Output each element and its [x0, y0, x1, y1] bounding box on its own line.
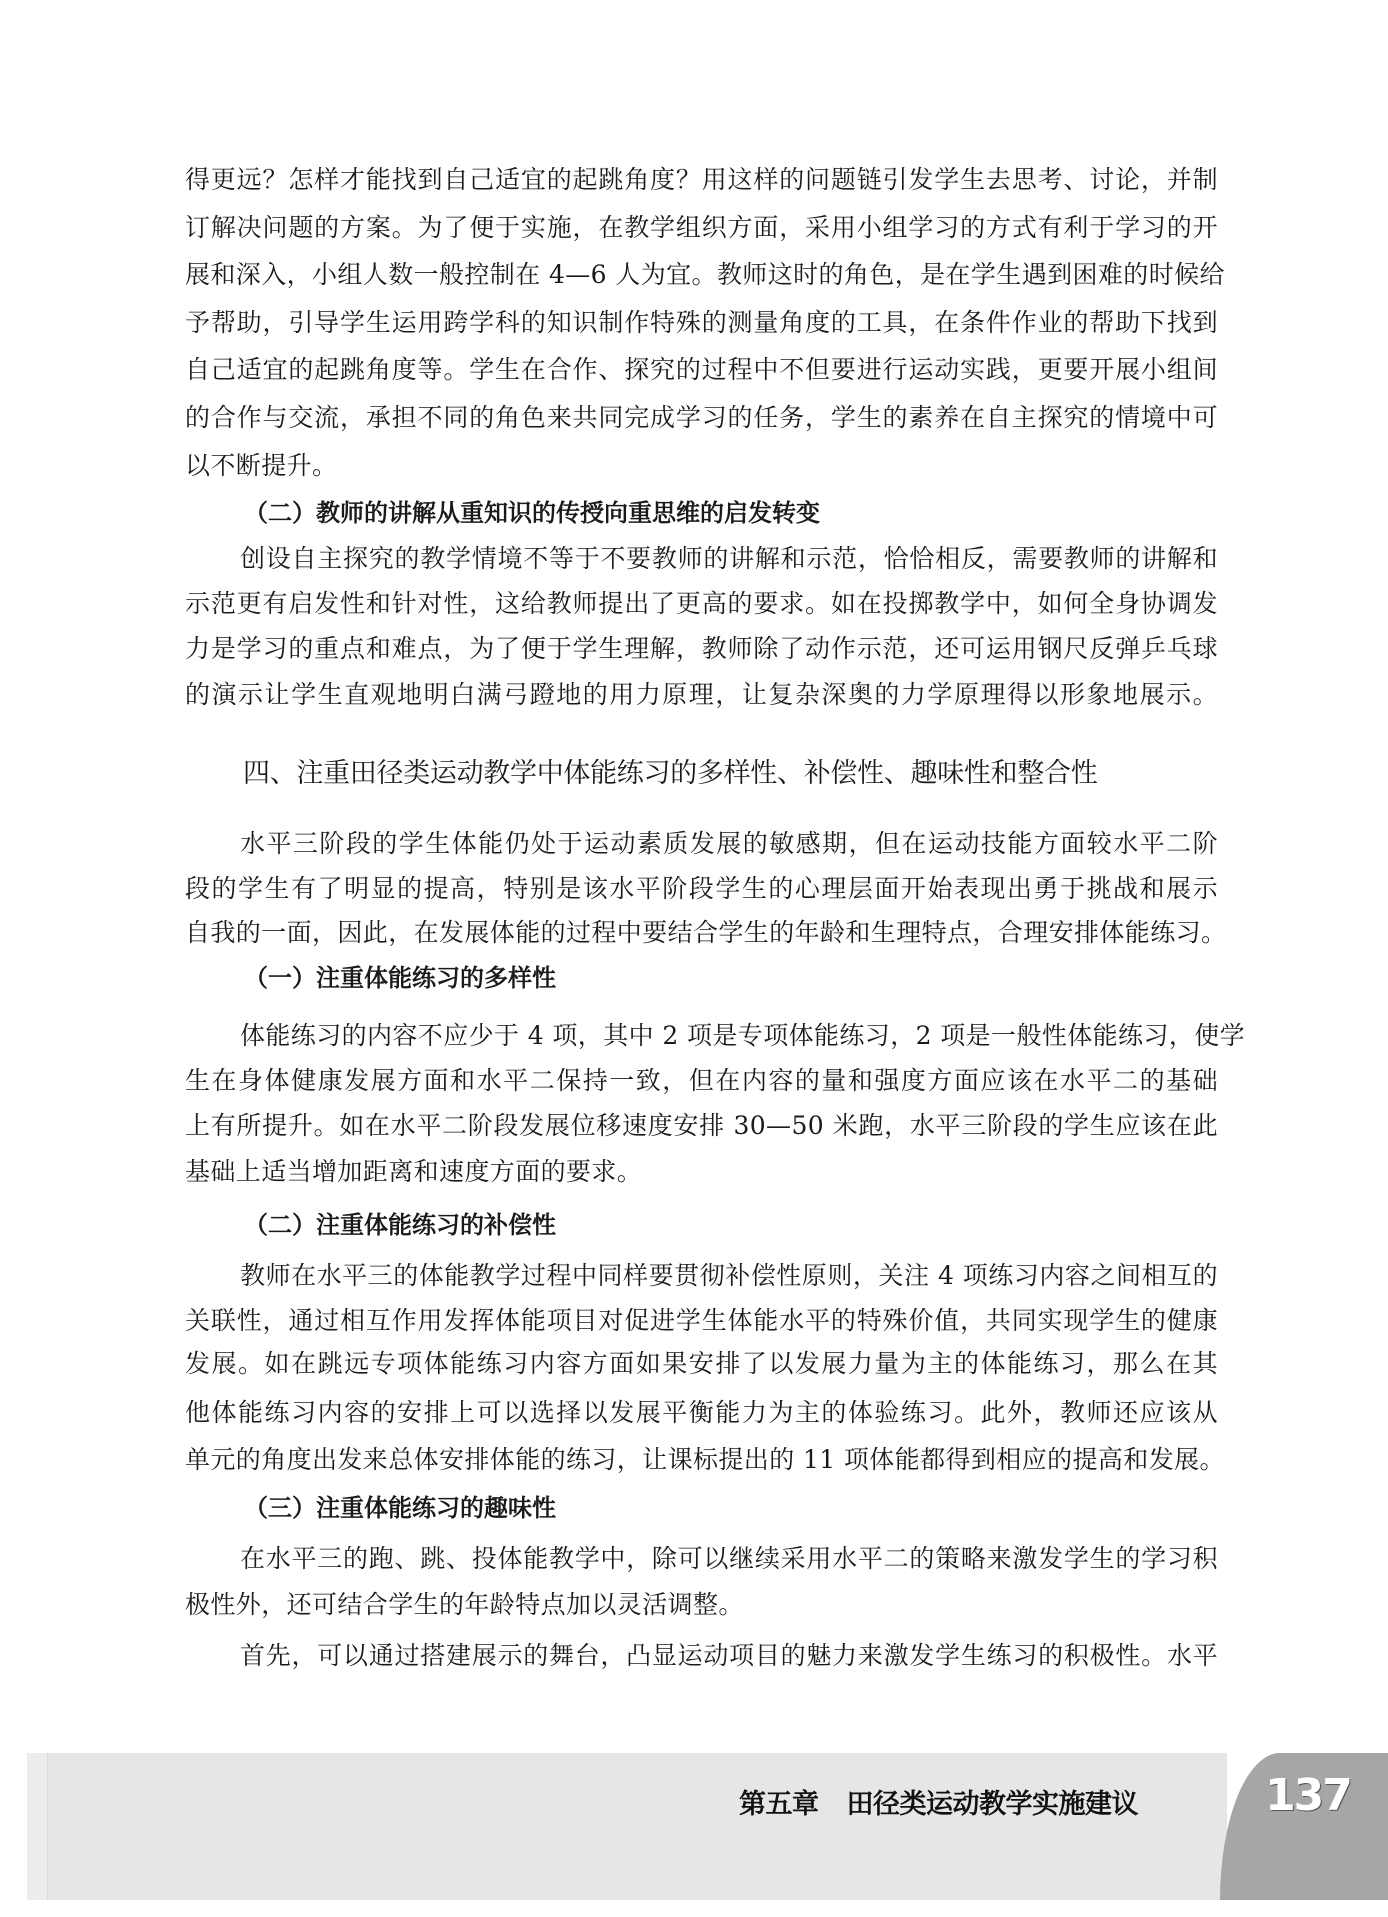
text-line: 示范更有启发性和针对性，这给教师提出了更高的要求。如在投掷教学中，如何全身协调发: [185, 589, 1218, 618]
text-line: 水平三阶段的学生体能仍处于运动素质发展的敏感期，但在运动技能方面较水平二阶: [240, 829, 1218, 858]
text-line: 自己适宜的起跳角度等。学生在合作、探究的过程中不但要进行运动实践，更要开展小组间: [185, 355, 1218, 384]
subheading: （三）注重体能练习的趣味性: [244, 1493, 556, 1522]
text-line: 在水平三的跑、跳、投体能教学中，除可以继续采用水平二的策略来激发学生的学习积: [240, 1544, 1218, 1573]
text-line: 段的学生有了明显的提高，特别是该水平阶段学生的心理层面开始表现出勇于挑战和展示: [185, 874, 1218, 903]
text-line: 以不断提升。: [185, 451, 338, 480]
text-line: 单元的角度出发来总体安排体能的练习，让课标提出的 11 项体能都得到相应的提高和发展。: [185, 1445, 1225, 1474]
text-line: 上有所提升。如在水平二阶段发展位移速度安排 30—50 米跑，水平三阶段的学生应该在此: [185, 1111, 1218, 1140]
footer-band-edge: [27, 1753, 48, 1900]
text-line: 力是学习的重点和难点，为了便于学生理解，教师除了动作示范，还可运用钢尺反弹乒乓球: [185, 634, 1218, 663]
page-number: 137: [1265, 1770, 1351, 1821]
text-line: 基础上适当增加距离和速度方面的要求。: [185, 1157, 643, 1186]
chapter-number: 第五章: [739, 1789, 819, 1820]
section-heading: 四、注重田径类运动教学中体能练习的多样性、补偿性、趣味性和整合性: [243, 758, 1098, 789]
text-line: 订解决问题的方案。为了便于实施，在教学组织方面，采用小组学习的方式有利于学习的开: [185, 213, 1218, 242]
text-line: 展和深入，小组人数一般控制在 4—6 人为宜。教师这时的角色，是在学生遇到困难的时候给: [185, 260, 1225, 289]
text-line: 极性外，还可结合学生的年龄特点加以灵活调整。: [185, 1590, 744, 1619]
text-line: 得更远？怎样才能找到自己适宜的起跳角度？用这样的问题链引发学生去思考、讨论，并制: [185, 165, 1218, 194]
text-line: 他体能练习内容的安排上可以选择以发展平衡能力为主的体验练习。此外，教师还应该从: [185, 1398, 1218, 1427]
text-line: 自我的一面，因此，在发展体能的过程中要结合学生的年龄和生理特点，合理安排体能练习。: [185, 918, 1227, 947]
chapter-title: 田径类运动教学实施建议: [846, 1789, 1138, 1820]
text-line: 予帮助，引导学生运用跨学科的知识制作特殊的测量角度的工具，在条件作业的帮助下找到: [185, 308, 1218, 337]
subheading: （二）注重体能练习的补偿性: [244, 1210, 556, 1239]
text-line: 创设自主探究的教学情境不等于不要教师的讲解和示范，恰恰相反，需要教师的讲解和: [240, 544, 1218, 573]
text-line: 发展。如在跳远专项体能练习内容方面如果安排了以发展力量为主的体能练习，那么在其: [185, 1349, 1218, 1378]
text-line: 教师在水平三的体能教学过程中同样要贯彻补偿性原则，关注 4 项练习内容之间相互的: [240, 1261, 1218, 1290]
text-line: 的演示让学生直观地明白满弓蹬地的用力原理，让复杂深奥的力学原理得以形象地展示。: [185, 680, 1218, 709]
text-line: 首先，可以通过搭建展示的舞台，凸显运动项目的魅力来激发学生练习的积极性。水平: [240, 1641, 1218, 1670]
running-footer: [739, 1782, 1138, 1821]
footer-band: [27, 1753, 1227, 1900]
subheading: （二）教师的讲解从重知识的传授向重思维的启发转变: [244, 498, 820, 527]
text-line: 的合作与交流，承担不同的角色来共同完成学习的任务，学生的素养在自主探究的情境中可: [185, 403, 1218, 432]
text-line: 关联性，通过相互作用发挥体能项目对促进学生体能水平的特殊价值，共同实现学生的健康: [185, 1306, 1218, 1335]
text-line: 生在身体健康发展方面和水平二保持一致，但在内容的量和强度方面应该在水平二的基础: [185, 1066, 1218, 1095]
text-line: 体能练习的内容不应少于 4 项，其中 2 项是专项体能练习，2 项是一般性体能练习，使学: [240, 1021, 1246, 1050]
subheading: （一）注重体能练习的多样性: [244, 963, 556, 992]
